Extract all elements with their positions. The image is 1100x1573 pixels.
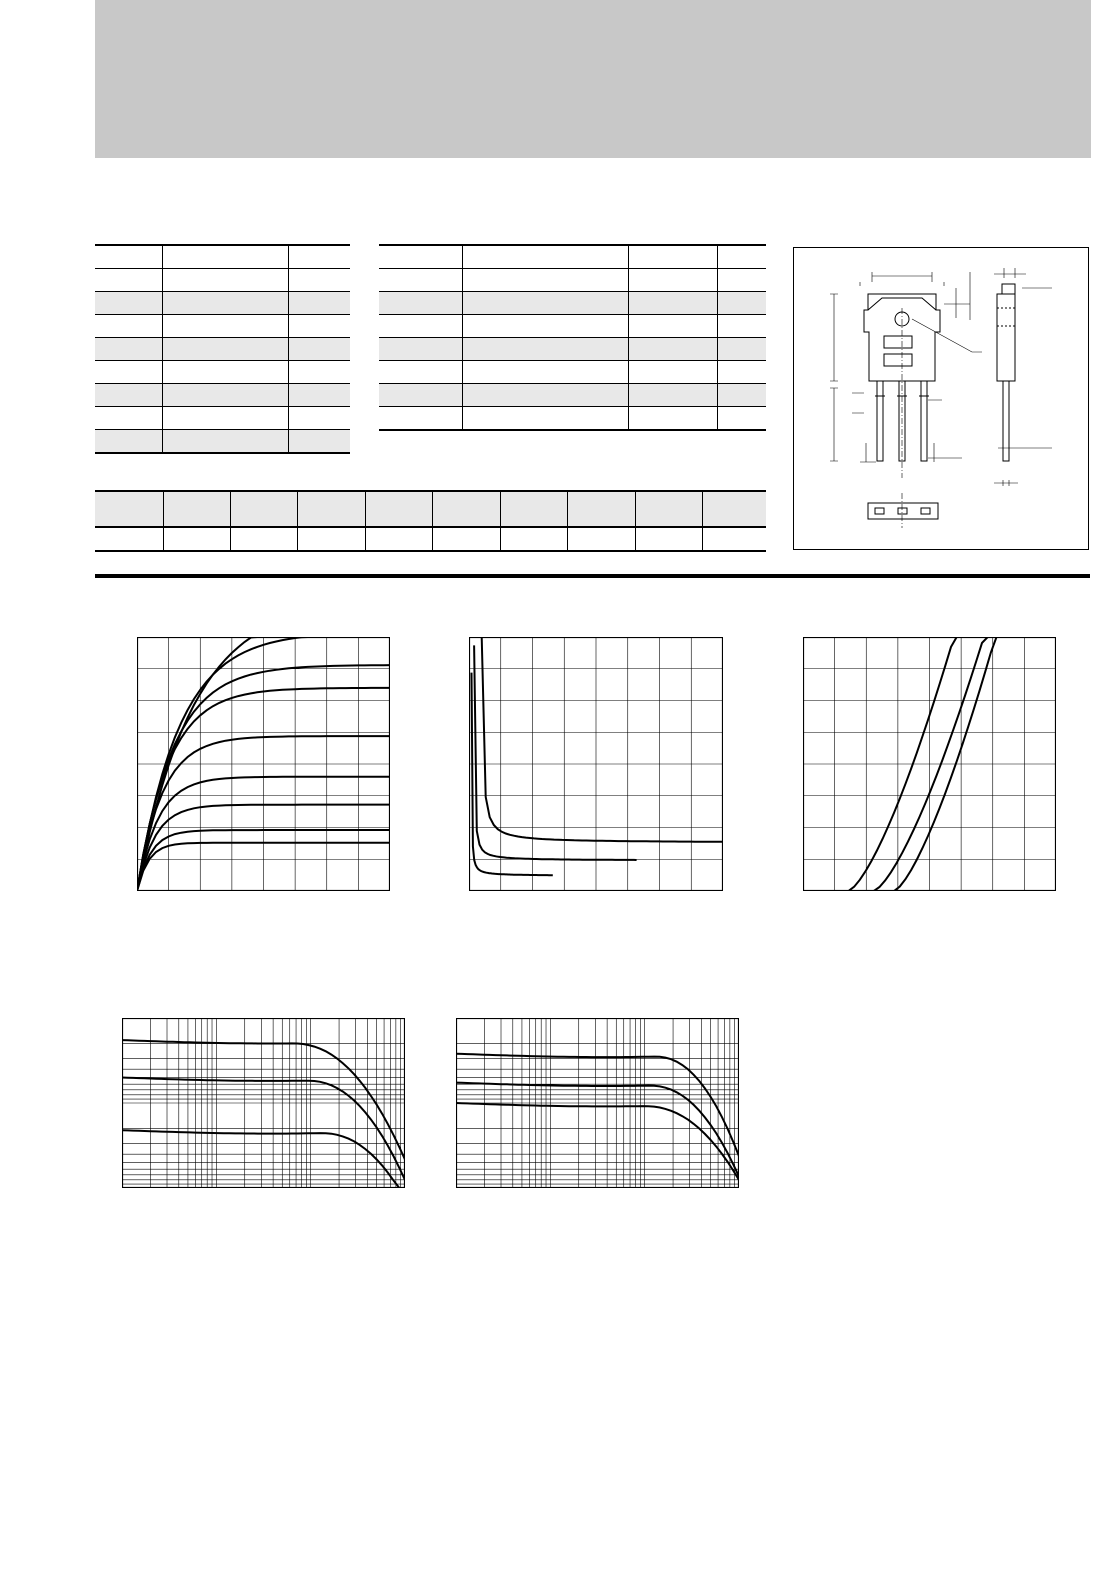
section-divider (95, 574, 1090, 578)
class-table-header-cell (500, 491, 567, 527)
class-table-header-cell (365, 491, 432, 527)
chart-plot (122, 1018, 405, 1188)
table-row (95, 269, 350, 292)
table-row (95, 407, 350, 430)
table-cell (288, 407, 350, 430)
table-cell (230, 527, 297, 551)
table-cell (95, 430, 162, 454)
table-cell (379, 361, 462, 384)
footprint (868, 503, 938, 519)
table-cell (628, 407, 717, 431)
table-cell (379, 338, 462, 361)
chart-4 (122, 1018, 405, 1188)
abs-max-table-header-cell (288, 245, 350, 269)
title-banner (95, 0, 1091, 158)
table-cell (717, 292, 766, 315)
table-cell (288, 361, 350, 384)
table-row (379, 407, 766, 431)
table-cell (288, 338, 350, 361)
class-table-header-cell (163, 491, 230, 527)
table-cell (717, 269, 766, 292)
elec-table-header-cell (717, 245, 766, 269)
table-row (379, 338, 766, 361)
table-cell (635, 527, 702, 551)
table-cell (95, 269, 162, 292)
table-cell (288, 430, 350, 454)
marking-area-1 (884, 336, 912, 348)
table-cell (717, 315, 766, 338)
table-cell (567, 527, 635, 551)
class-table-header-cell (95, 491, 163, 527)
table-cell (162, 384, 288, 407)
table-cell (717, 361, 766, 384)
table-row (95, 315, 350, 338)
table-cell (162, 315, 288, 338)
table-cell (162, 430, 288, 454)
abs-max-table-header-cell (162, 245, 288, 269)
table-cell (365, 527, 432, 551)
class-table-header-cell (702, 491, 766, 527)
elec-table-header-cell (379, 245, 462, 269)
lead-right (921, 381, 927, 461)
table-cell (162, 269, 288, 292)
table-cell (462, 292, 628, 315)
table-cell (432, 527, 500, 551)
table-row (95, 338, 350, 361)
chart-plot (469, 637, 723, 891)
package-outline (793, 247, 1089, 550)
lead-left (877, 381, 883, 461)
table-cell (95, 527, 163, 551)
side-view-lead (1003, 381, 1009, 461)
elec-table-header-cell (462, 245, 628, 269)
table-row (95, 384, 350, 407)
table-cell (628, 315, 717, 338)
chart-plot (803, 637, 1056, 891)
table-cell (288, 315, 350, 338)
table-row (95, 430, 350, 454)
table-cell (162, 361, 288, 384)
table-cell (95, 361, 162, 384)
table-cell (628, 361, 717, 384)
table-row (95, 361, 350, 384)
table-cell (717, 384, 766, 407)
table-cell (462, 269, 628, 292)
table-cell (288, 384, 350, 407)
table-cell (288, 269, 350, 292)
table-row (379, 292, 766, 315)
table-cell (462, 407, 628, 431)
table-cell (379, 292, 462, 315)
table-cell (702, 527, 766, 551)
class-table-header-cell (297, 491, 365, 527)
table-cell (379, 384, 462, 407)
abs-max-table-header-cell (95, 245, 162, 269)
table-row (379, 384, 766, 407)
table-cell (628, 384, 717, 407)
absolute-maximum-ratings-table (95, 244, 350, 454)
chart-5 (456, 1018, 739, 1188)
table-cell (162, 407, 288, 430)
table-cell (379, 407, 462, 431)
table-cell (462, 384, 628, 407)
class-table-header-cell (567, 491, 635, 527)
hfe-rank-table (95, 490, 766, 552)
table-cell (628, 338, 717, 361)
table-cell (95, 407, 162, 430)
table-cell (462, 315, 628, 338)
table-cell (162, 338, 288, 361)
class-table-header-cell (635, 491, 702, 527)
series-line-3 (456, 1103, 739, 1180)
series-line-2 (474, 645, 636, 860)
table-cell (379, 269, 462, 292)
table-cell (95, 315, 162, 338)
table-row (379, 315, 766, 338)
table-cell (162, 292, 288, 315)
table-cell (95, 384, 162, 407)
class-table-header-cell (230, 491, 297, 527)
electrical-characteristics-table (379, 244, 766, 431)
table-cell (95, 338, 162, 361)
series-line-1 (122, 1040, 405, 1160)
table-cell (628, 292, 717, 315)
table-row (379, 361, 766, 384)
series-line-3 (122, 1130, 405, 1188)
table-cell (717, 407, 766, 431)
table-cell (297, 527, 365, 551)
table-cell (379, 315, 462, 338)
chart-1 (137, 637, 390, 891)
elec-table-header-cell (628, 245, 717, 269)
marking-area-2 (884, 354, 912, 366)
table-cell (95, 292, 162, 315)
class-table-header-cell (432, 491, 500, 527)
table-row (95, 292, 350, 315)
table-cell (288, 292, 350, 315)
table-cell (500, 527, 567, 551)
table-cell (717, 338, 766, 361)
chart-plot (456, 1018, 739, 1188)
chart-plot (137, 637, 390, 891)
table-cell (462, 361, 628, 384)
table-row (95, 527, 766, 551)
table-cell (628, 269, 717, 292)
table-cell (163, 527, 230, 551)
side-view-body (997, 294, 1015, 381)
chart-2 (469, 637, 723, 891)
chart-3 (803, 637, 1056, 891)
table-row (379, 269, 766, 292)
series-line-1 (482, 637, 723, 842)
table-cell (462, 338, 628, 361)
package-outline-drawing (794, 248, 1090, 551)
